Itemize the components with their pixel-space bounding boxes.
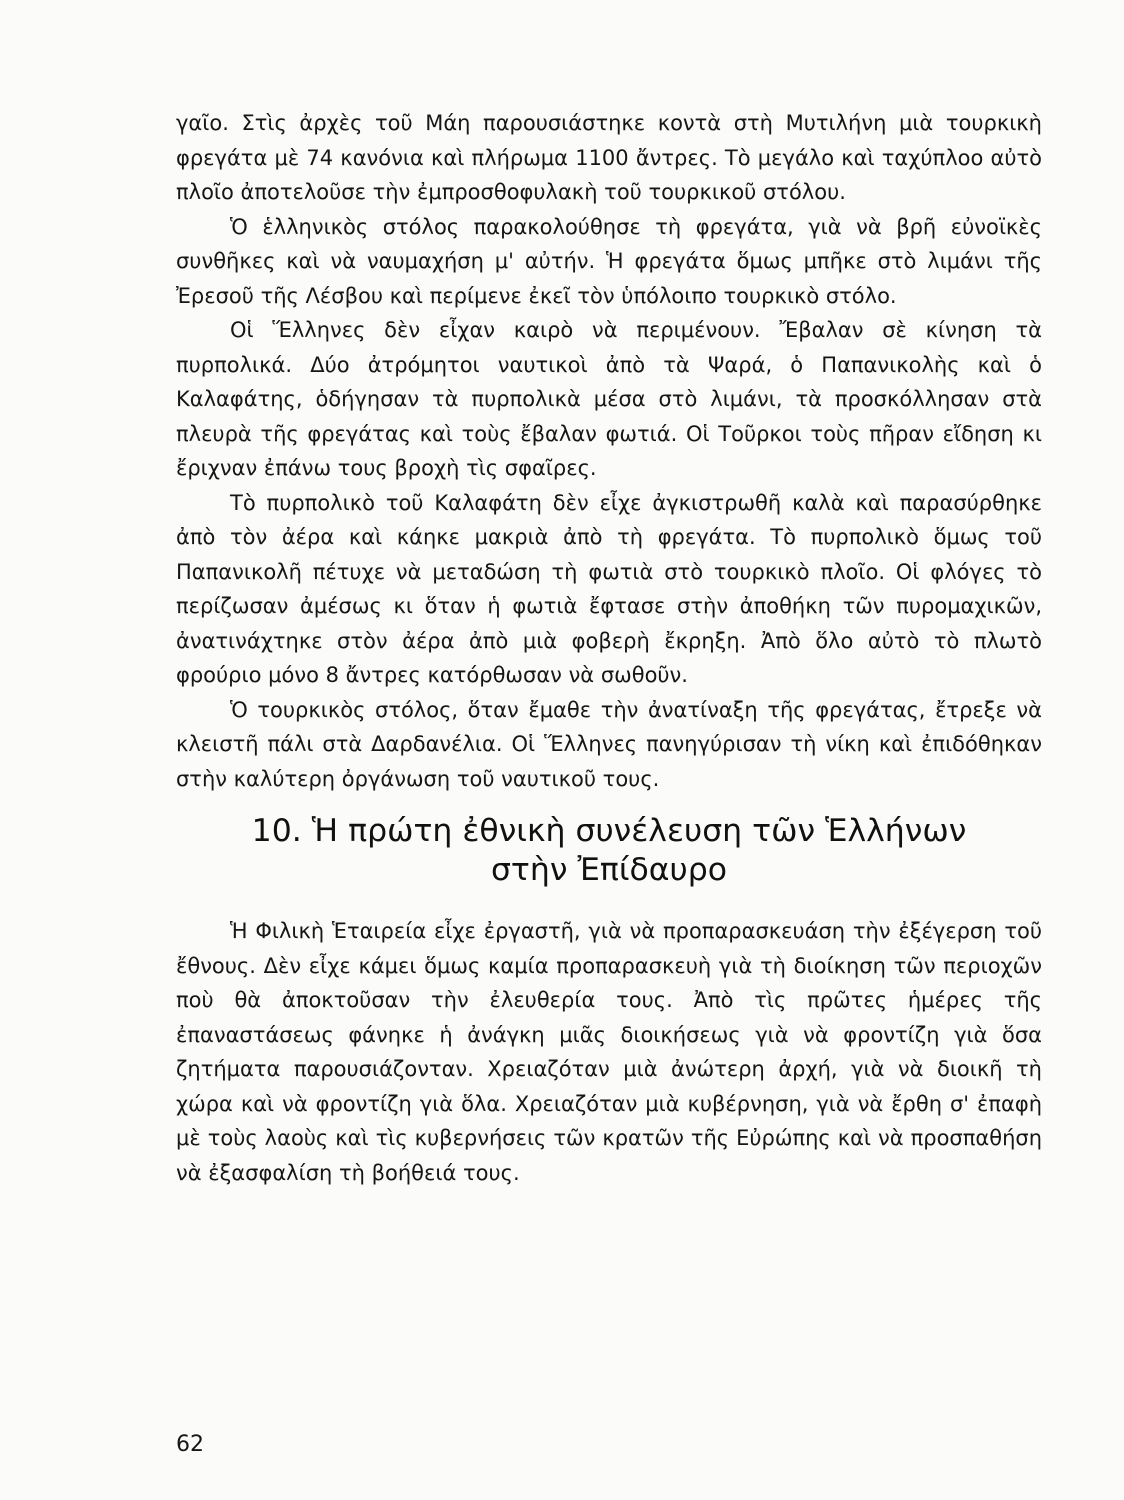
paragraph: Ἡ Φιλικὴ Ἑταιρεία εἶχε ἐργαστῆ, γιὰ νὰ προπαρασκευάση τὴν ἐξέγερση τοῦ ἔθνους. Δὲν εἶχε κάμει ὅμως καμία προπαρασκευὴ γιὰ τὴ διοίκηση τῶν περιοχῶν ποὺ θὰ ἀποκτοῦσαν τὴν ἐλευθερία τους. Ἀπὸ τὶς πρῶτες ἡμέρες τῆς ἐπαναστάσεως φάνηκε ἡ ἀνάγκη μιᾶς διοικήσεως γιὰ νὰ φροντίζη γιὰ ὅσα ζητήματα παρουσιάζονταν. Χρειαζόταν μιὰ ἀνώτερη ἀρχή, γιὰ νὰ διοικῆ τὴ χώρα καὶ νὰ φροντίζη γιὰ ὅλα. Χρειαζόταν μιὰ κυβέρνηση, γιὰ νὰ ἔρθη σ' ἐπαφὴ μὲ τοὺς λαοὺς καὶ τὶς κυβερνήσεις τῶν κρατῶν τῆς Εὐρώπης καὶ νὰ προσπαθήση νὰ ἐξασφαλίση τὴ βοήθειά τους. <box>176 919 1042 1185</box>
page-body <box>176 106 1042 1190</box>
page-number: 62 <box>176 1432 204 1457</box>
section-title-line2: στὴν Ἐπίδαυρο <box>490 852 728 888</box>
paragraph: γαῖο. Στὶς ἀρχὲς τοῦ Μάη παρουσιάστηκε κοντὰ στὴ Μυτιλήνη μιὰ τουρκικὴ φρεγάτα μὲ 74 κανόνια καὶ πλήρωμα 1100 ἄντρες. Τὸ μεγάλο καὶ ταχύπλοο αὐτὸ πλοῖο ἀποτελοῦσε τὴν ἐμπροσθοφυλακὴ τοῦ τουρκικοῦ στόλου. <box>176 111 1042 204</box>
paragraph: Ὁ ἑλληνικὸς στόλος παρακολούθησε τὴ φρεγάτα, γιὰ νὰ βρῆ εὐνοϊκὲς συνθῆκες καὶ νὰ ναυμαχήση μ' αὐτήν. Ἡ φρεγάτα ὅμως μπῆκε στὸ λιμάνι τῆς Ἐρεσοῦ τῆς Λέσβου καὶ περίμενε ἐκεῖ τὸν ὑπόλοιπο τουρκικὸ στόλο. <box>176 214 1042 308</box>
section-title <box>176 812 1042 890</box>
paragraph: Τὸ πυρπολικὸ τοῦ Καλαφάτη δὲν εἶχε ἀγκιστρωθῆ καλὰ καὶ παρασύρθηκε ἀπὸ τὸν ἀέρα καὶ κάηκε μακριὰ ἀπὸ τὴ φρεγάτα. Τὸ πυρπολικὸ ὅμως τοῦ Παπανικολῆ πέτυχε νὰ μεταδώση τὴ φωτιὰ στὸ τουρκικὸ πλοῖο. Οἱ φλόγες τὸ περίζωσαν ἀμέσως κι ὅταν ἡ φωτιὰ ἔφτασε στὴν ἀποθήκη τῶν πυρομαχικῶν, ἀνατινάχτηκε στὸν ἀέρα ἀπὸ μιὰ φοβερὴ ἔκρηξη. Ἀπὸ ὅλο αὐτὸ τὸ πλωτὸ φρούριο μόνο 8 ἄντρες κατόρθωσαν νὰ σωθοῦν. <box>176 490 1042 687</box>
paragraph: Ὁ τουρκικὸς στόλος, ὅταν ἔμαθε τὴν ἀνατίναξη τῆς φρεγάτας, ἔτρεξε νὰ κλειστῆ πάλι στὰ Δαρδανέλια. Οἱ Ἕλληνες πανηγύρισαν τὴ νίκη καὶ ἐπιδόθηκαν στὴν καλύτερη ὀργάνωση τοῦ ναυτικοῦ τους. <box>176 697 1042 791</box>
section-title-line1: 10. Ἡ πρώτη ἐθνικὴ συνέλευση τῶν Ἑλλήνων <box>251 813 967 849</box>
paragraph: Οἱ Ἕλληνες δὲν εἶχαν καιρὸ νὰ περιμένουν. Ἔβαλαν σὲ κίνηση τὰ πυρπολικά. Δύο ἀτρόμητοι ναυτικοὶ ἀπὸ τὰ Ψαρά, ὁ Παπανικολὴς καὶ ὁ Καλαφάτης, ὁδήγησαν τὰ πυρπολικὰ μέσα στὸ λιμάνι, τὰ προσκόλλησαν στὰ πλευρὰ τῆς φρεγάτας καὶ τοὺς ἔβαλαν φωτιά. Οἱ Τοῦρκοι τοὺς πῆραν εἴδηση κι ἔριχναν ἐπάνω τους βροχὴ τὶς σφαῖρες. <box>176 318 1042 480</box>
